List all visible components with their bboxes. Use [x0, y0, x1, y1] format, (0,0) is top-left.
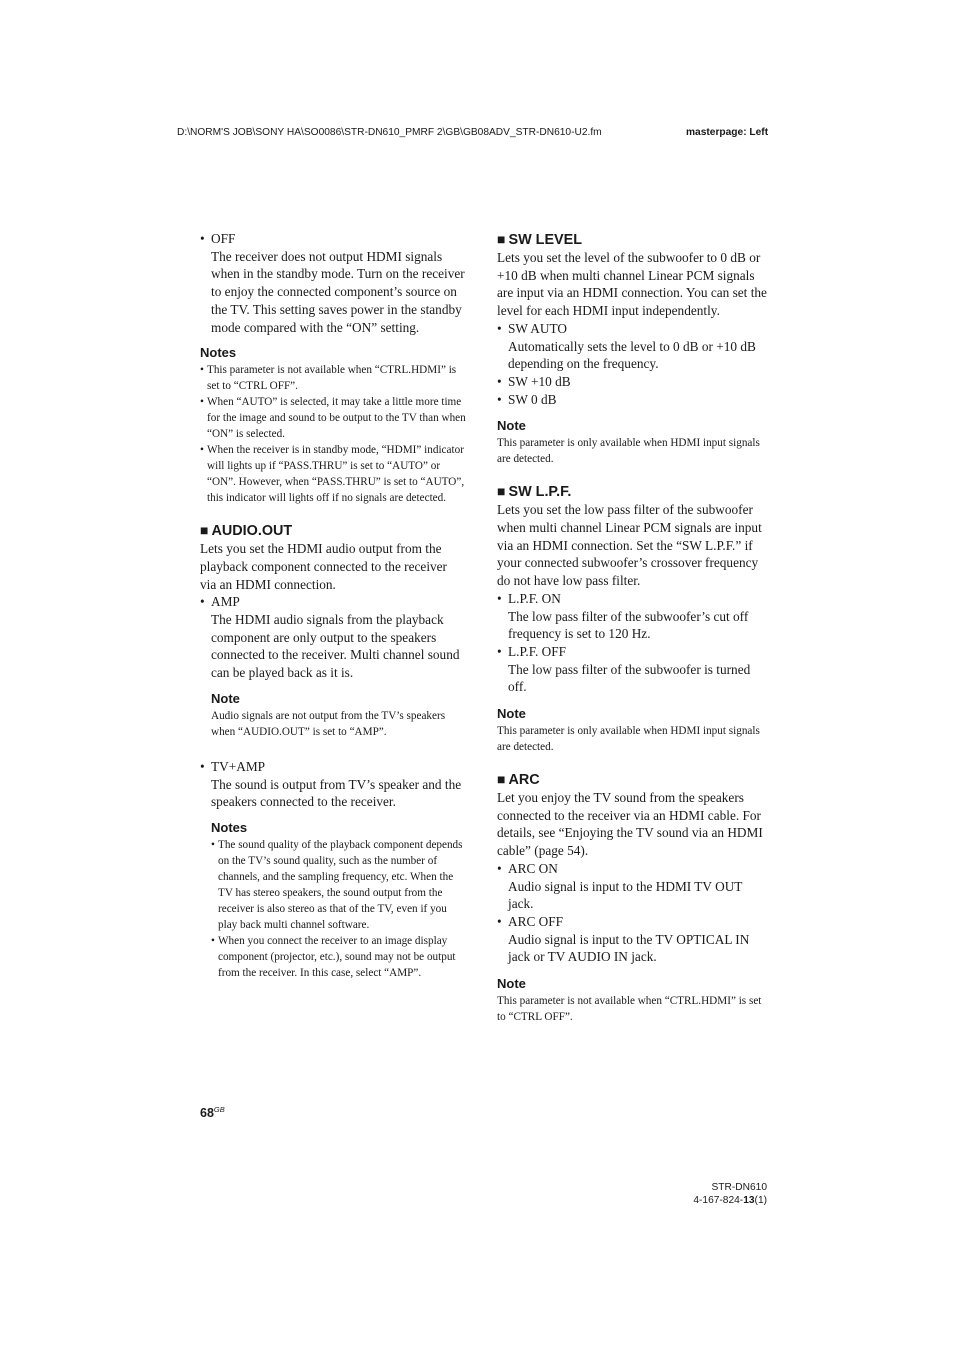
page-number-suffix: GB — [213, 1105, 225, 1114]
option-tvamp-label: • TV+AMP — [200, 758, 466, 776]
note-text: This parameter is not available when “CTRL.HDMI” is set to “CTRL OFF”. — [497, 995, 762, 1024]
note-item: • When “AUTO” is selected, it may take a little more time for the image and sound to be output to the TV than when “ON” is selected. — [200, 394, 466, 442]
notes-heading: Notes — [200, 345, 237, 361]
header-file-path: D:\NORM'S JOB\SONY HA\SO0086\STR-DN610_PMRF 2\GB\GB08ADV_STR-DN610-U2.fm — [177, 127, 602, 138]
option-arc-on-label: • ARC ON — [497, 860, 767, 878]
note-heading: Note — [497, 418, 526, 434]
option-sw-auto-label: • SW AUTO — [497, 320, 767, 338]
section-title: AUDIO.OUT — [211, 523, 293, 540]
option-arc-off-label: • ARC OFF — [497, 913, 767, 931]
sw-lpf-intro: Lets you set the low pass filter of the subwoofer when multi channel Linear PCM signals are input via an HDMI connection. Set the “SW L.P.F.” if your connected subwoofer’s crossover frequency do not have low pass filter. — [497, 502, 762, 589]
arc-intro: Let you enjoy the TV sound from the speakers connected to the receiver via an HDMI cable. For details, see “Enjoying the TV sound via an HDMI cable” (page 54). — [497, 790, 763, 859]
note-item: • When you connect the receiver to an image display component (projector, etc.), sound may not be output from the receiver. In this case, select “AMP”. — [211, 933, 466, 981]
option-sw-0db-label: • SW 0 dB — [497, 391, 767, 409]
note-text: Audio signals are not output from the TV’s speakers when “AUDIO.OUT” is set to “AMP”. — [211, 709, 446, 738]
square-bullet-icon: ■ — [497, 483, 506, 500]
note-heading: Note — [497, 976, 526, 992]
option-arc-off-text: Audio signal is input to the TV OPTICAL IN jack or TV AUDIO IN jack. — [508, 931, 750, 965]
option-arc-on-text: Audio signal is input to the HDMI TV OUT jack. — [508, 878, 743, 912]
tvamp-notes-block — [200, 820, 466, 981]
square-bullet-icon: ■ — [497, 231, 506, 247]
note-item: • The sound quality of the playback component depends on the TV’s sound quality, such as the number of channels, and the sampling frequency, etc. When the TV has stereo speakers, the sound output from the receiver is also stereo as that of the TV, even if you play back multi channel software. — [211, 837, 466, 933]
model-code-suffix: (1) — [754, 1194, 767, 1206]
left-column — [200, 230, 466, 981]
section-heading-sw-level — [497, 230, 767, 249]
right-column — [497, 230, 767, 1025]
section-heading-audio-out — [200, 521, 466, 540]
note-text: This parameter is only available when HDMI input signals are detected. — [497, 437, 760, 466]
model-info — [693, 1182, 767, 1207]
option-amp-text: The HDMI audio signals from the playback component are only output to the speakers connected to the receiver. Multi channel sound can be played back as it is. — [211, 612, 460, 681]
section-title: SW LEVEL — [508, 232, 583, 248]
amp-note-block — [200, 691, 466, 740]
page-number — [200, 1102, 225, 1121]
option-sw-auto-text: Automatically sets the level to 0 dB or +10 dB depending on the frequency. — [508, 338, 756, 372]
square-bullet-icon: ■ — [200, 522, 209, 539]
option-off-label: • OFF — [200, 230, 466, 248]
note-text: This parameter is only available when HDMI input signals are detected. — [497, 725, 760, 754]
notes-heading: Notes — [211, 819, 248, 835]
note-heading: Note — [211, 690, 240, 706]
option-lpf-off-text: The low pass filter of the subwoofer is turned off. — [508, 661, 751, 695]
option-lpf-on-text: The low pass filter of the subwoofer’s cut off frequency is set to 120 Hz. — [508, 608, 749, 642]
option-lpf-on-label: • L.P.F. ON — [497, 590, 767, 608]
page-number-value: 68 — [200, 1106, 214, 1120]
model-code-prefix: 4-167-824- — [693, 1194, 744, 1206]
option-tvamp-text: The sound is output from TV’s speaker and the speakers connected to the receiver. — [211, 776, 462, 810]
option-amp-label: • AMP — [200, 593, 466, 611]
option-off-text: The receiver does not output HDMI signals when in the standby mode. Turn on the receiver to enjoy the connected component’s source on the TV. This setting saves power in the standby mode compared with the “ON” setting. — [211, 248, 465, 335]
note-heading: Note — [497, 706, 526, 722]
section-heading-sw-lpf — [497, 482, 767, 501]
note-item: • When the receiver is in standby mode, “HDMI” indicator will lights up if “PASS.THRU” is set to “AUTO” or “ON”. However, when “PASS.THRU” is set to “AUTO”, this indicator will lights off if no signals are detected. — [200, 442, 466, 506]
square-bullet-icon: ■ — [497, 771, 506, 788]
section-title: SW L.P.F. — [508, 484, 572, 501]
model-code — [693, 1195, 767, 1208]
audio-out-intro: Lets you set the HDMI audio output from the playback component connected to the receiver via an HDMI connection. — [200, 541, 447, 592]
sw-level-intro: Lets you set the level of the subwoofer to 0 dB or +10 dB when multi channel Linear PCM signals are input via an HDMI connection. You can set the level for each HDMI input independently. — [497, 250, 767, 319]
note-item: • This parameter is not available when “CTRL.HDMI” is set to “CTRL OFF”. — [200, 362, 466, 394]
model-name: STR-DN610 — [711, 1182, 767, 1193]
option-sw-10db-label: • SW +10 dB — [497, 373, 767, 391]
section-heading-arc — [497, 770, 767, 789]
option-lpf-off-label: • L.P.F. OFF — [497, 643, 767, 661]
header-masterpage: masterpage: Left — [686, 127, 769, 138]
model-code-bold: 13 — [743, 1194, 755, 1206]
section-title: ARC — [508, 772, 540, 789]
